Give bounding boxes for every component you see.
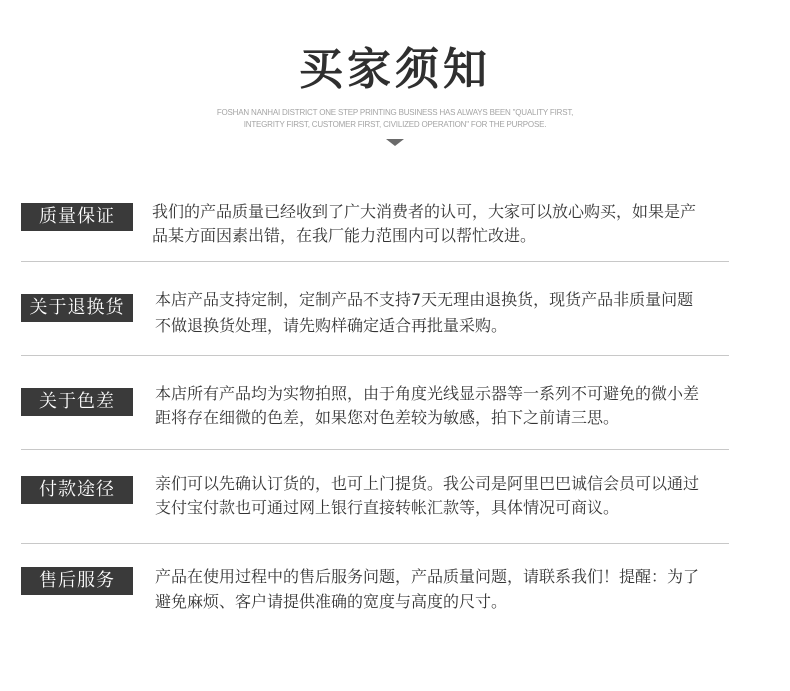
- section-divider: [21, 449, 729, 450]
- section-text-line-2: 距将存在细微的色差，如果您对色差较为敏感，拍下之前请三思。: [155, 408, 620, 427]
- section-label: 质量保证: [21, 203, 133, 231]
- section-text-line-2: 避免麻烦、客户请提供准确的宽度与高度的尺寸。: [155, 592, 508, 611]
- subtitle-line-2: INTEGRITY FIRST, CUSTOMER FIRST, CIVILIZED OPERATION" FOR THE PURPOSE.: [243, 120, 547, 129]
- triangle-down-icon: [386, 139, 404, 146]
- section-divider: [21, 355, 729, 356]
- page-title: 买家须知: [299, 44, 491, 95]
- section-label: 关于色差: [21, 388, 133, 416]
- section-label: 关于退换货: [21, 294, 133, 322]
- subtitle-line-1: FOSHAN NANHAI DISTRICT ONE STEP PRINTING BUSINESS HAS ALWAYS BEEN "QUALITY FIRST,: [216, 108, 574, 117]
- section-text-line-1: 我们的产品质量已经收到了广大消费者的认可，大家可以放心购买，如果是产: [152, 202, 697, 221]
- section-label: 付款途径: [21, 476, 133, 504]
- section-divider: [21, 261, 729, 262]
- section-label: 售后服务: [21, 567, 133, 595]
- section-text-line-2: 品某方面因素出错，在我厂能力范围内可以帮忙改进。: [152, 226, 537, 245]
- section-text-line-1: 本店所有产品均为实物拍照，由于角度光线显示器等一系列不可避免的微小差: [155, 384, 700, 403]
- section-text-line-1: 本店产品支持定制，定制产品不支持7天无理由退换货，现货产品非质量问题: [155, 290, 694, 309]
- page-subtitle: [170, 107, 620, 131]
- section-text-line-2: 支付宝付款也可通过网上银行直接转帐汇款等，具体情况可商议。: [155, 498, 620, 517]
- section-text-line-2: 不做退换货处理，请先购样确定适合再批量采购。: [155, 316, 508, 335]
- section-text-line-1: 亲们可以先确认订货的，也可上门提货。我公司是阿里巴巴诚信会员可以通过: [155, 474, 700, 493]
- section-divider: [21, 543, 729, 544]
- section-text-line-1: 产品在使用过程中的售后服务问题，产品质量问题，请联系我们！提醒：为了: [155, 567, 700, 586]
